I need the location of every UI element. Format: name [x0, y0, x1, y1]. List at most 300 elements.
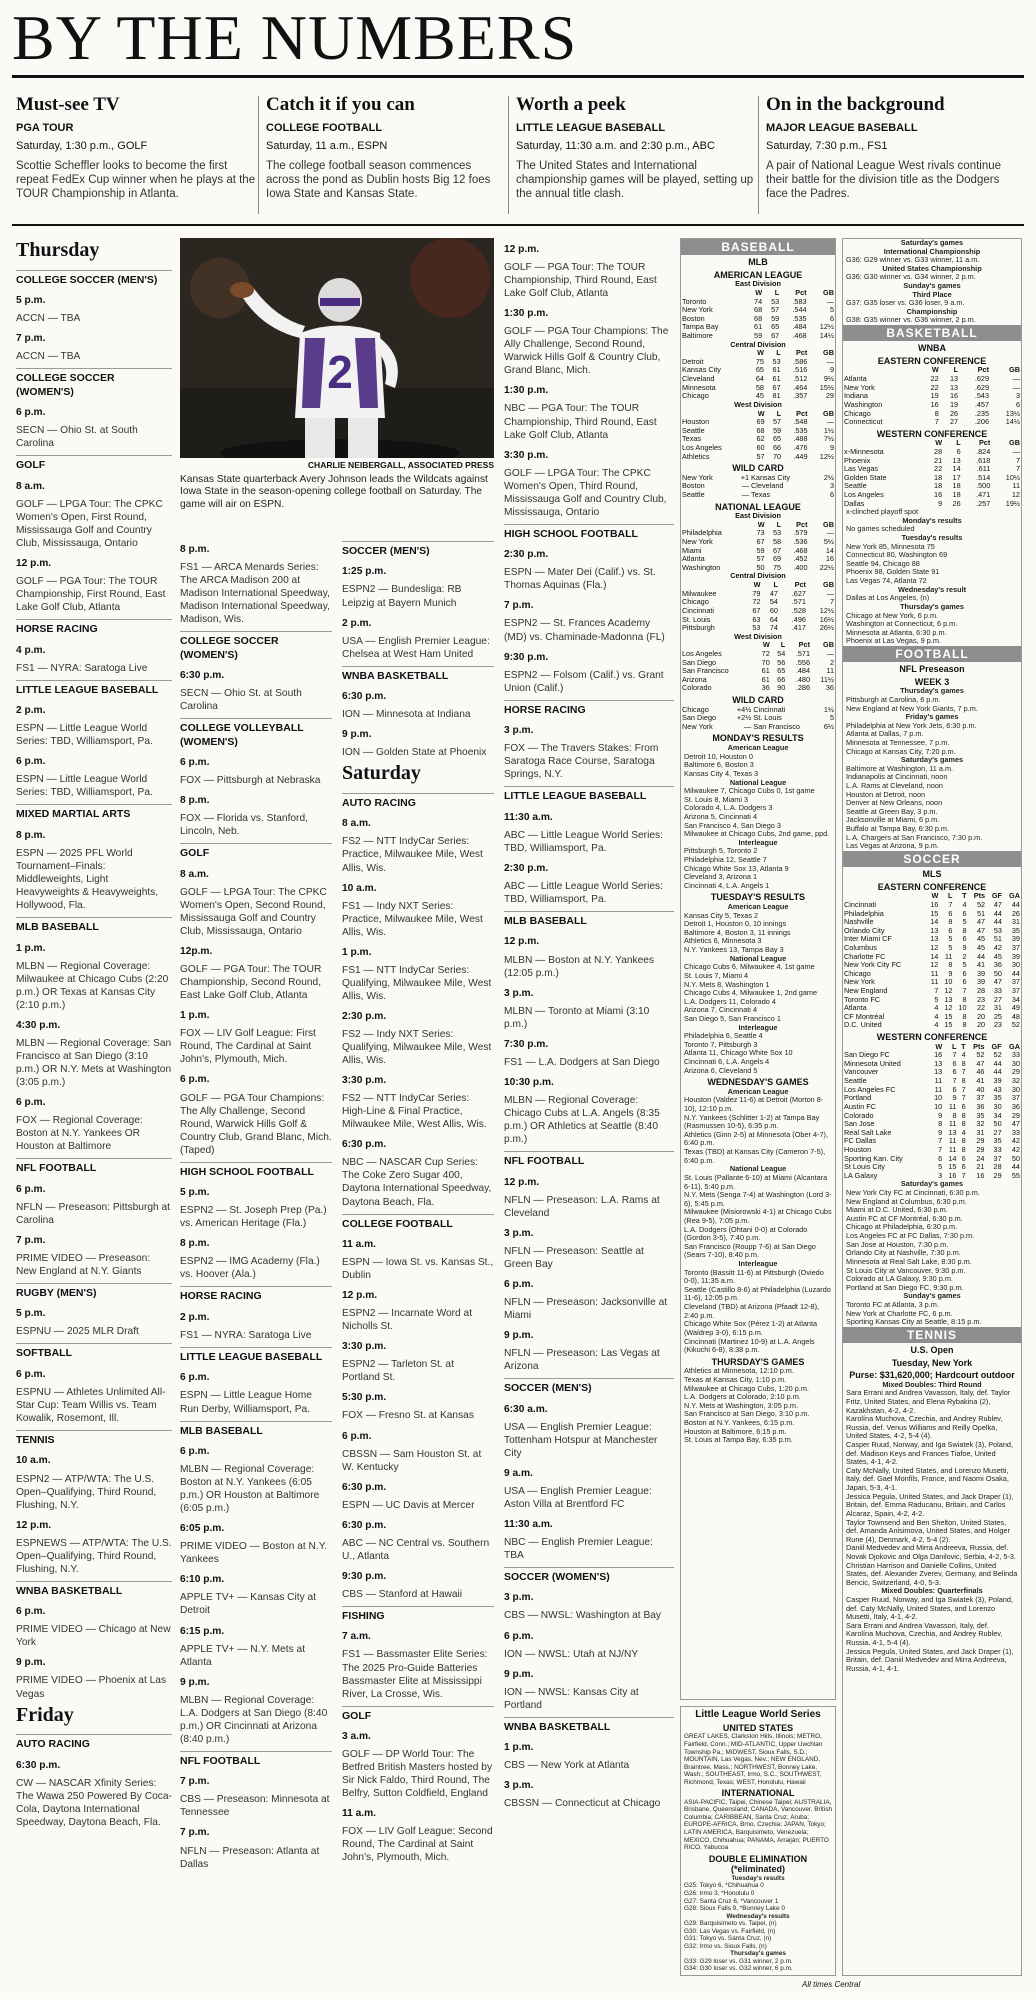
team-name: Golden State: [844, 472, 887, 482]
stat-cell: 52: [976, 1050, 985, 1060]
result-line: Cleveland (TBD) at Arizona (Pfaadt 12-8), 2:40 p.m.: [684, 1302, 820, 1320]
stat-cell: 36: [825, 683, 834, 693]
wild-card-cell: Texas: [751, 490, 771, 499]
wild-card-cell: New York: [682, 721, 713, 731]
stat-cell: .536: [793, 537, 808, 547]
broadcast-time: 1 p.m.: [16, 942, 46, 954]
broadcast-time: 12 p.m.: [16, 557, 52, 569]
league-subheading: NATIONAL LEAGUE: [715, 501, 801, 512]
stat-cell: 12½: [819, 451, 834, 461]
team-name: Colorado: [844, 1110, 874, 1120]
team-name: Arizona: [682, 674, 707, 684]
stat-cell: 8: [948, 960, 953, 970]
stat-cell: 17: [952, 472, 961, 482]
highlight-heading: On in the background: [766, 94, 945, 115]
result-line: San Francisco 4, San Diego 3: [684, 820, 781, 830]
stat-cell: 37: [1011, 942, 1020, 952]
stat-cell: 44: [993, 908, 1002, 918]
result-line: Baltimore at Washington, 11 a.m.: [846, 763, 954, 773]
results-subheading: American League: [727, 743, 789, 753]
stat-cell: 33: [993, 1144, 1002, 1154]
team-name: Chicago: [682, 391, 709, 401]
stat-cell: 4: [934, 1003, 939, 1013]
stat-cell: 22: [934, 464, 943, 474]
result-line: Philadelphia at New York Jets, 6:30 p.m.: [846, 720, 977, 730]
stat-cell: 13: [944, 994, 953, 1004]
sport-category: LITTLE LEAGUE BASEBALL: [504, 786, 674, 803]
broadcast-listing: FOX — The Travers Stakes: From Saratoga Race Course, Saratoga Springs, N.Y.: [504, 743, 659, 781]
broadcast-listing: ESPNU — Athletes Unlimited All-Star Cup: Team Willis vs. Team Kowalik, Rosemont, Ill.: [16, 1386, 166, 1424]
stat-cell: 55: [1011, 1170, 1020, 1180]
stat-cell: 26½: [819, 623, 834, 633]
stat-cell: 34: [1011, 994, 1020, 1004]
team-name: Dallas: [844, 498, 865, 508]
sport-category: SOCCER (MEN'S): [504, 1378, 674, 1395]
wild-card-cell: 2½: [823, 472, 834, 482]
highlight-desc: The college football season commences across the pond as Dublin hosts Big 12 foes Iowa State and Kansas State.: [266, 160, 491, 200]
broadcast-time: 6:30 a.m.: [504, 1403, 548, 1415]
wild-card-table: [681, 474, 835, 500]
result-line: New England at New York Giants, 7 p.m.: [846, 703, 978, 713]
stat-cell: 46: [976, 1067, 985, 1077]
stat-cell: 39: [993, 1076, 1002, 1086]
team-name: Kansas City: [682, 365, 721, 375]
result-line: St. Louis at Tampa Bay, 6:35 p.m.: [684, 1435, 793, 1445]
stat-cell: —: [826, 528, 834, 538]
wild-card-cell: 6: [829, 490, 834, 499]
stat-cell: 11: [948, 1119, 957, 1129]
sport-category: HORSE RACING: [16, 619, 172, 636]
results-subheading: Thursday's games: [900, 686, 964, 696]
stat-cell: 8: [948, 917, 953, 927]
broadcast-time: 6:05 p.m.: [180, 1523, 225, 1535]
stat-cell: 8: [961, 1144, 966, 1154]
stat-cell: 21: [934, 455, 943, 465]
stat-cell: 67: [772, 382, 781, 392]
stat-cell: 31: [1011, 917, 1020, 927]
stat-cell: 6: [961, 1101, 966, 1111]
stat-cell: 10: [934, 1093, 943, 1103]
stat-cell: 36: [976, 1101, 985, 1111]
stat-cell: 63: [752, 614, 761, 624]
results-subheading: Saturday's games: [900, 1179, 964, 1189]
results-subheading: Thursday's games: [730, 1950, 786, 1958]
broadcast-listing: CBSSN — Sam Houston St. at W. Kentucky: [342, 1448, 482, 1473]
stat-cell: 8: [961, 1058, 966, 1068]
broadcast-listing: ESPN — Iowa St. vs. Kansas St., Dublin: [342, 1257, 494, 1282]
stat-cell: 45: [976, 942, 986, 952]
team-name: Las Vegas: [844, 464, 879, 474]
stat-cell: .583: [792, 296, 807, 306]
result-line: Pittsburgh at Carolina, 6 p.m.: [846, 694, 941, 704]
stat-cell: 6: [952, 1084, 957, 1094]
stat-cell: 11: [826, 666, 834, 676]
result-line: Phoenix at Las Vegas, 9 p.m.: [846, 636, 941, 646]
broadcast-time: 5:30 p.m.: [342, 1392, 387, 1404]
broadcast-time: 3:30 p.m.: [342, 1341, 387, 1353]
stat-cell: 42: [993, 942, 1002, 952]
result-line: L.A. Chargers at San Francisco, 7:30 p.m.: [846, 832, 983, 842]
team-name: Pittsburgh: [682, 623, 715, 633]
result-line: Philadelphia 6, Seattle 4: [684, 1031, 763, 1041]
result-line: Arizona 7, Cincinnati 4: [684, 1005, 758, 1015]
region-heading: UNITED STATES: [722, 1722, 794, 1733]
result-line: G34: G30 loser vs. G32 winner, 6 p.m.: [684, 1965, 793, 1973]
broadcast-time: 12 p.m.: [342, 1290, 378, 1302]
column-header: GB: [823, 640, 834, 650]
stat-cell: 8: [952, 1110, 957, 1120]
column-header: L: [947, 891, 953, 901]
broadcast-time: 5 p.m.: [16, 1308, 46, 1320]
broadcast-listing: NFLN — Preseason: Las Vegas at Arizona: [504, 1348, 660, 1373]
stat-cell: 67: [752, 605, 761, 615]
stat-cell: 68: [756, 425, 765, 435]
broadcast-listing: GOLF — PGA Tour Champions: The Ally Challenge, Second Round, Warwick Hills Golf & Country Club, Grand Blanc, Mich.: [504, 326, 669, 377]
column-header: W: [757, 519, 765, 529]
wild-card-cell: Boston: [682, 481, 705, 491]
league-name: MLB: [748, 257, 768, 268]
stat-cell: 16: [949, 391, 959, 401]
stat-cell: 65: [772, 434, 782, 444]
result-line: Atlanta 11, Chicago White Sox 10: [684, 1048, 793, 1058]
broadcast-listing: MLBN — Regional Coverage: Milwaukee at Chicago Cubs (2:20 p.m.) OR Texas at Kansas City (2:10 p.m.): [16, 960, 169, 1011]
stat-cell: 48: [1011, 1011, 1020, 1021]
broadcast-listing: ESPN — Little League Home Run Derby, Williamsport, Pa.: [180, 1390, 312, 1415]
stat-cell: 50: [993, 968, 1002, 978]
stat-cell: .471: [976, 490, 991, 499]
broadcast-time: 3 p.m.: [504, 1227, 534, 1239]
stat-cell: 15: [944, 1011, 953, 1021]
stat-cell: 16: [930, 899, 939, 909]
broadcast-listing: NFLN — Preseason: Pittsburgh at Carolina: [16, 1201, 171, 1226]
llws-title: Little League World Series: [695, 1709, 821, 1720]
broadcast-listing: NBC — NASCAR Cup Series: The Coke Zero Sugar 400, Daytona International Speedway, Daytona Beach, Fla.: [342, 1157, 492, 1208]
stat-cell: —: [826, 356, 834, 366]
stat-cell: 11: [934, 1084, 943, 1094]
sport-category: AUTO RACING: [342, 793, 494, 810]
result-line: Chicago at New York, 6 p.m.: [846, 610, 939, 620]
stat-cell: 7: [934, 986, 939, 995]
broadcast-listing: FS1 — NTT IndyCar Series: Qualifying, Milwaukee Mile, West Allis, Wis.: [342, 964, 492, 1002]
stat-cell: 44: [993, 917, 1002, 927]
broadcast-listing: APPLE TV+ — Kansas City at Detroit: [180, 1592, 316, 1617]
section-header: BASKETBALL: [843, 325, 1021, 341]
column-header: GB: [823, 348, 834, 358]
stat-cell: 34: [993, 1110, 1002, 1120]
stat-cell: .500: [976, 481, 991, 491]
broadcast-time: 9:30 p.m.: [504, 651, 549, 663]
result-line: Texas at Kansas City, 1:10 p.m.: [684, 1374, 787, 1384]
column-header: Pct: [798, 640, 811, 650]
result-line: Baltimore 4, Boston 3, 11 innings: [684, 927, 791, 937]
league-name: WNBA: [918, 343, 946, 354]
broadcast-time: 12p.m.: [180, 946, 213, 958]
stat-cell: .400: [793, 562, 808, 572]
broadcast-listing: USA — English Premier League: Aston Villa at Brentford FC: [504, 1485, 652, 1510]
broadcast-time: 3 p.m.: [504, 725, 534, 737]
stat-cell: 18: [952, 490, 961, 499]
result-line: No games scheduled: [846, 524, 915, 534]
divider: [258, 96, 259, 214]
stat-cell: 75: [772, 562, 782, 572]
stat-cell: 37: [1011, 986, 1020, 995]
column-header: Pts: [973, 891, 986, 901]
stat-cell: .514: [976, 472, 991, 482]
broadcast-listing: ESPN — Mater Dei (Calif.) vs. St. Thomas Aquinas (Fla.): [504, 567, 656, 592]
team-name: FC Dallas: [844, 1136, 877, 1146]
result-line: Toronto (Bassitt 11-6) at Pittsburgh (Oviedo 0-0), 11:35 a.m.: [684, 1267, 824, 1286]
stat-cell: 6: [829, 313, 834, 323]
broadcast-listing: FOX — Fresno St. at Kansas: [342, 1410, 474, 1422]
wild-card-cell: —: [741, 481, 750, 491]
stat-cell: 16: [825, 554, 834, 564]
stat-cell: 44: [1011, 968, 1020, 978]
stat-cell: 25: [993, 1011, 1002, 1021]
sport-category: GOLF: [180, 843, 332, 860]
broadcast-time: 4:30 p.m.: [16, 1019, 61, 1031]
broadcast-listing: ESPN2 — ATP/WTA: The U.S. Open–Qualifying, Third Round, Flushing, N.Y.: [16, 1473, 157, 1511]
division-name: West Division: [734, 631, 782, 641]
stat-cell: 57: [756, 451, 765, 461]
stat-cell: 29: [993, 1170, 1002, 1180]
broadcast-time: 12 p.m.: [504, 244, 540, 255]
stat-cell: 18: [934, 481, 943, 491]
stat-cell: 37: [1011, 977, 1020, 987]
stat-cell: 74: [769, 623, 778, 633]
stat-cell: 44: [993, 1067, 1002, 1077]
team-name: San Diego: [682, 657, 717, 667]
result-line: Seattle at Green Bay, 3 p.m.: [846, 806, 938, 816]
stat-cell: .464: [793, 382, 808, 392]
stat-cell: 7: [829, 597, 834, 607]
column-header: T: [961, 1041, 966, 1051]
stat-cell: 8: [962, 925, 967, 935]
broadcast-time: 9:30 p.m.: [342, 1570, 387, 1582]
result-line: Arizona 5, Cincinnati 4: [684, 811, 758, 821]
team-name: Austin FC: [844, 1101, 877, 1111]
stat-cell: 3: [1015, 391, 1020, 401]
stat-cell: —: [1012, 374, 1020, 384]
stat-cell: 40: [976, 1084, 985, 1094]
result-line: Athletics at Minnesota, 12:10 p.m.: [684, 1366, 794, 1376]
broadcast-listing: USA — English Premier League: Tottenham Hotspur at Manchester City: [504, 1421, 658, 1459]
division-name: Central Division: [730, 571, 786, 581]
result-line: Seattle (Castillo 8-6) at Philadelphia (Luzardo 11-6), 12:05 p.m.: [684, 1284, 831, 1303]
team-name: Seattle: [682, 425, 705, 435]
stat-cell: 90: [777, 683, 786, 693]
stat-cell: 47: [993, 899, 1002, 909]
region-list: ASIA-PACIFIC, Taipei, Chinese Taipei; AUSTRALIA, Brisbane, Queensland; CANADA, Vancouver, British Columbia; CARIBBEAN, Santa Cruz, Aruba; EUROPE-AFRICA, Brno, Czechia; JAPAN, Tokyo; LATIN AMERICA, Barquisimeto, Venezuela; MEXICO, Chihuahua; PANAMA, Arraiján; PUERTO RICO, Yabucoa: [684, 1798, 833, 1852]
stat-cell: 29: [1011, 1110, 1020, 1120]
result-line: Las Vegas at Arizona, 9 p.m.: [846, 841, 939, 851]
broadcast-listing: MLBN — Regional Coverage: Boston at N.Y. Yankees (6:05 p.m.) OR Houston at Baltimore (6:05 p.m.): [180, 1464, 320, 1515]
broadcast-time: 1 p.m.: [180, 1010, 210, 1022]
broadcast-listing: ACCN — TBA: [16, 313, 81, 325]
stat-cell: 51: [976, 908, 986, 918]
stat-cell: 9: [952, 1093, 957, 1103]
broadcast-time: 3 p.m.: [504, 987, 534, 999]
results-subheading: United States Championship: [882, 263, 982, 273]
result-line: Milwaukee at Chicago Cubs, 2nd game, ppd.: [684, 829, 830, 839]
wild-card-cell: San Francisco: [753, 721, 800, 731]
stat-cell: 47: [993, 977, 1002, 987]
highlight-sport: LITTLE LEAGUE BASEBALL: [516, 122, 666, 134]
broadcast-time: 6 p.m.: [16, 1368, 46, 1380]
region-heading: INTERNATIONAL: [721, 1788, 795, 1799]
stat-cell: 7: [934, 417, 939, 427]
stat-cell: .629: [974, 374, 990, 384]
sport-category: MLB BASEBALL: [180, 1421, 332, 1438]
league-subheading: AMERICAN LEAGUE: [713, 269, 803, 280]
stat-cell: 7: [938, 1144, 943, 1154]
table-row: [681, 723, 835, 732]
stat-cell: 24: [976, 1153, 985, 1163]
broadcast-time: 6 p.m.: [16, 756, 46, 768]
stat-cell: 14½: [819, 331, 834, 341]
stat-cell: 11: [948, 1136, 957, 1146]
result-line: N.Y. Yankees (Schlitter 1-2) at Tampa Bay (Rasmussen 10-5), 6:35 p.m.: [684, 1112, 820, 1131]
result-line: Toronto 7, Pittsburgh 3: [684, 1039, 758, 1049]
broadcast-listing: MLBN — Regional Coverage: L.A. Dodgers at San Diego (8:40 p.m.) OR Cincinnati at Arizona (8:40 p.m.): [180, 1694, 328, 1745]
broadcast-time: 9 p.m.: [504, 1668, 534, 1680]
broadcast-time: 9 p.m.: [16, 1657, 46, 1669]
stat-cell: 7: [961, 1067, 966, 1077]
column-header: W: [755, 287, 763, 297]
stat-cell: 16: [930, 399, 939, 409]
stat-cell: 36: [761, 683, 770, 693]
sport-category: RUGBY (MEN'S): [16, 1283, 172, 1300]
broadcast-time: 6 p.m.: [180, 1074, 210, 1086]
result-line: Chicago Cubs 4, Milwaukee 1, 2nd game: [684, 988, 818, 998]
result-line: Chicago at Philadelphia, 6:30 p.m.: [846, 1222, 958, 1232]
team-name: Boston: [682, 313, 705, 323]
stat-cell: 8: [962, 994, 967, 1004]
result-line: N.Y. Mets (Senga 7-4) at Washington (Lord 3-6), 5:45 p.m.: [684, 1190, 832, 1208]
day-heading: Friday: [16, 1703, 74, 1726]
broadcast-listing: ESPN2 — St. Frances Academy (MD) vs. Chaminade-Madonna (FL): [504, 618, 665, 643]
stat-cell: 47: [976, 917, 986, 927]
broadcast-listing: ION — Golden State at Phoenix: [342, 747, 487, 759]
results-subheading: Tuesday's results: [901, 533, 963, 543]
results-heading: MONDAY'S RESULTS: [712, 733, 804, 744]
broadcast-time: 6 p.m.: [342, 1430, 372, 1442]
page-title: BY THE NUMBERS: [12, 2, 578, 73]
result-line: N.Y. Yankees 13, Tampa Bay 3: [684, 945, 784, 955]
stat-cell: 74: [754, 296, 763, 306]
broadcast-time: 10 a.m.: [342, 882, 377, 894]
stat-cell: 45: [755, 391, 764, 401]
column-header: Pct: [796, 519, 808, 529]
stat-cell: 15: [930, 908, 939, 918]
broadcast-time: 8 a.m.: [16, 480, 45, 492]
stat-cell: 19: [930, 391, 939, 401]
broadcast-listing: FOX — LIV Golf League: First Round, The Cardinal at Saint John's, Plymouth, Mich.: [180, 1028, 316, 1066]
schedule-column-3: [342, 536, 494, 1865]
standings-table: [681, 280, 835, 340]
broadcast-listing: APPLE TV+ — N.Y. Mets at Atlanta: [180, 1643, 306, 1668]
standings-table: [843, 1043, 1021, 1181]
stat-cell: 18: [934, 472, 943, 482]
wild-card-cell: Chicago: [682, 704, 709, 714]
result-line: N.Y. Mets at Washington, 3:05 p.m.: [684, 1400, 798, 1410]
wild-card-cell: New York: [682, 472, 713, 482]
column-header: L: [773, 580, 778, 590]
broadcast-listing: GOLF — PGA Tour: The TOUR Championship, Third Round, East Lake Golf Club, Atlanta: [504, 262, 657, 300]
column-header: GA: [1009, 891, 1020, 901]
table-row: [843, 418, 1021, 427]
stat-cell: 37: [976, 1093, 985, 1103]
stat-cell: 54: [769, 597, 778, 607]
stat-cell: 66: [777, 674, 786, 684]
stat-cell: 8: [961, 1076, 966, 1086]
broadcast-time: 6:30 p.m.: [342, 1139, 387, 1151]
stat-cell: 9: [962, 942, 967, 952]
broadcast-listing: FOX — LIV Golf League: Second Round, The Cardinal at Saint John's, Plymouth, Mich.: [342, 1826, 493, 1864]
column-header: Pct: [795, 348, 808, 358]
stat-cell: 53: [993, 925, 1002, 935]
stat-cell: .468: [793, 545, 808, 555]
event-title: U.S. Open: [910, 1344, 954, 1355]
broadcast-listing: ESPN2 — St. Joseph Prep (Pa.) vs. American Heritage (Fla.): [180, 1205, 327, 1230]
team-name: Seattle: [844, 481, 867, 491]
result-line: Caty McNally, United States, and Lorenzo Musetti, Italy, def. Gael Monfils, France, and Naomi Osaka, Japan, 5-3, 4-1.: [846, 1465, 1009, 1493]
broadcast-listing: GOLF — LPGA Tour: The CPKC Women's Open, Third Round, Mississauga Golf and Country Club, Mississauga, Ontario: [504, 467, 667, 518]
result-line: Texas (TBD) at Kansas City (Cameron 7-5), 6:40 p.m.: [684, 1147, 826, 1165]
baseball-standings: [680, 238, 836, 1700]
team-name: Atlanta: [844, 1003, 867, 1013]
stat-cell: 13½: [1005, 408, 1020, 418]
sport-category: HORSE RACING: [180, 1286, 332, 1303]
stat-cell: 36: [993, 960, 1002, 970]
standings-table: [681, 401, 835, 461]
stat-cell: 35: [993, 1093, 1002, 1103]
broadcast-time: 6 p.m.: [16, 1606, 46, 1618]
result-line: New England at Columbus, 6:30 p.m.: [846, 1196, 967, 1206]
sport-category: COLLEGE VOLLEYBALL (WOMEN'S): [180, 718, 332, 749]
wild-card-cell: Seattle: [682, 490, 705, 499]
wild-card-cell: Cleveland: [751, 481, 784, 491]
stat-cell: 16: [948, 1170, 957, 1180]
stat-cell: 50: [1011, 1153, 1020, 1163]
page-banner: [12, 2, 1024, 78]
result-line: Jessica Pegula, United States, and Jack Draper (1), Britain, def. Daniil Medvedev and Mirra Andreeva, Russia, 4-1, 4-1.: [846, 1646, 1014, 1673]
team-name: New York: [844, 382, 875, 392]
broadcast-time: 1:30 p.m.: [504, 385, 549, 397]
result-line: L.A. Dodgers (Ohtani 0-0) at Colorado (Gordon 3-5), 7:40 p.m.: [684, 1224, 808, 1243]
sport-category: NFL FOOTBALL: [180, 1751, 332, 1768]
team-name: Chicago: [682, 597, 709, 607]
sport-category: COLLEGE SOCCER (WOMEN'S): [16, 368, 172, 399]
stat-cell: 47: [976, 1058, 985, 1068]
broadcast-listing: GOLF — LPGA Tour: The CPKC Women's Open, Second Round, Mississauga Golf and Country Club, Mississauga, Ontario: [180, 886, 327, 938]
stat-cell: —: [1012, 446, 1020, 456]
stat-cell: 44: [1011, 899, 1020, 909]
broadcast-listing: SECN — Ohio St. at South Carolina: [180, 688, 302, 713]
stat-cell: 9: [829, 442, 834, 452]
stat-cell: 30: [993, 1101, 1002, 1111]
stat-cell: 59: [754, 331, 763, 341]
broadcast-listing: ESPNU — 2025 MLR Draft: [16, 1326, 139, 1338]
stat-cell: 6: [956, 446, 961, 456]
result-line: Houston at Baltimore, 6:15 p.m.: [684, 1426, 787, 1436]
result-line: Chicago Cubs 6, Milwaukee 4, 1st game: [684, 962, 815, 972]
team-name: New York: [682, 537, 713, 547]
column-header: L: [952, 1041, 957, 1051]
result-line: Denver at New Orleans, noon: [846, 798, 943, 808]
stat-cell: 4: [962, 899, 967, 909]
standings-table: [843, 439, 1021, 508]
stat-cell: 61: [772, 365, 781, 375]
